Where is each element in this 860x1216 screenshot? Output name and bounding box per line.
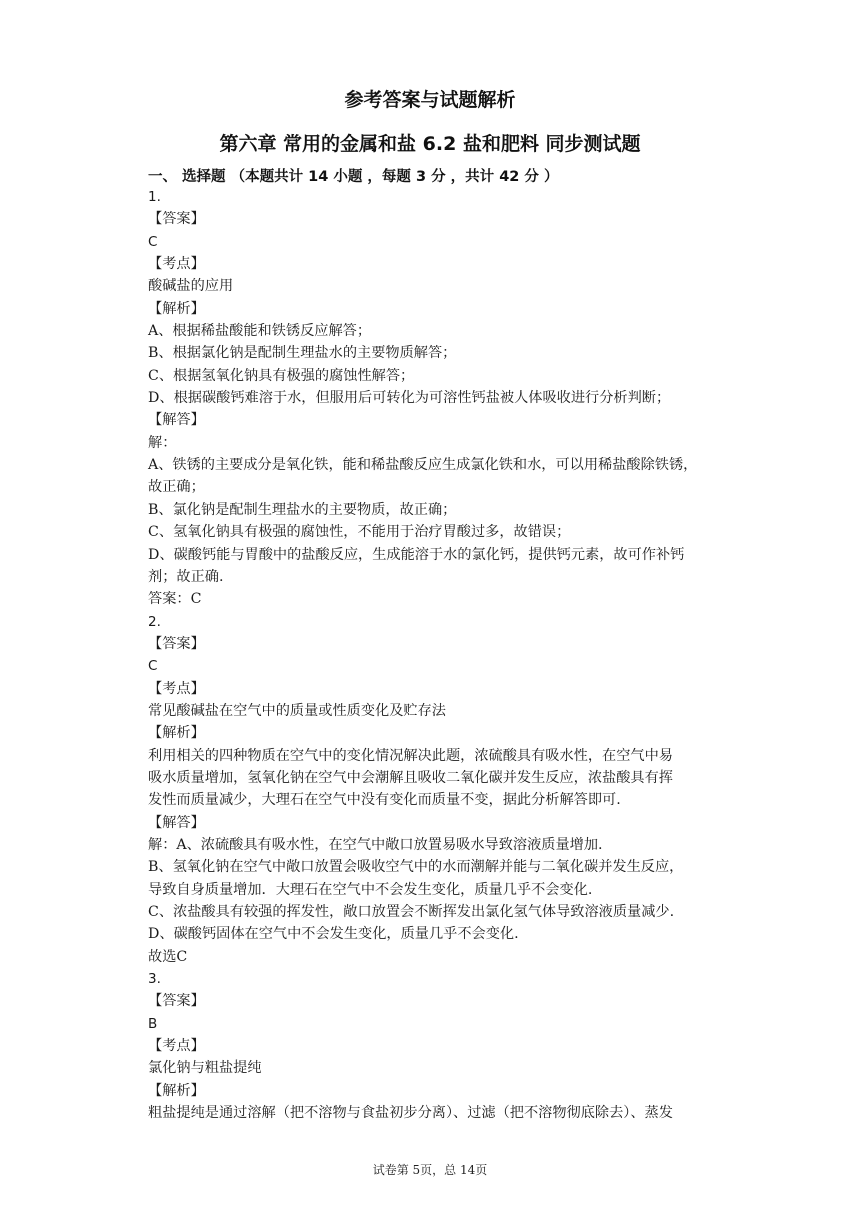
text-line: D、碳酸钙固体在空气中不会发生变化，质量几乎不会变化. — [148, 926, 519, 943]
section-heading: 一、 选择题 （本题共计 14 小题 ，每题 3 分 ，共计 42 分 ） — [148, 169, 559, 185]
text-line: B、根据氯化钠是配制生理盐水的主要物质解答； — [148, 345, 457, 362]
question-number: 1. — [148, 189, 161, 205]
text-line: 【解答】 — [148, 412, 205, 429]
text-line: 导致自身质量增加．大理石在空气中不会发生变化，质量几乎不会变化. — [148, 881, 593, 898]
text-line: 【考点】 — [148, 680, 205, 697]
text-line: 解： — [148, 434, 177, 451]
text-line: C、浓盐酸具有较强的挥发性，敞口放置会不断挥发出氯化氢气体导致溶液质量减少. — [148, 904, 675, 920]
answer-letter: B — [148, 1015, 158, 1032]
text-line: 答案：C — [148, 591, 202, 608]
text-line: 剂；故正确. — [148, 568, 224, 585]
text-line: A、根据稀盐酸能和铁锈反应解答； — [148, 323, 372, 340]
text-line: 酸碱盐的应用 — [148, 278, 234, 295]
text-line: 故选C — [148, 948, 188, 965]
question-number: 2. — [148, 613, 161, 630]
text-line: 【解析】 — [148, 300, 205, 317]
text-line: D、根据碳酸钙难溶于水，但服用后可转化为可溶性钙盐被人体吸收进行分析判断； — [148, 390, 671, 407]
text-line: 【考点】 — [148, 1038, 205, 1055]
text-line: 解：A、浓硫酸具有吸水性，在空气中敞口放置易吸水导致溶液质量增加. — [148, 836, 603, 853]
text-line: C、根据氢氧化钠具有极强的腐蚀性解答； — [148, 367, 415, 384]
text-line: 发性而质量减少，大理石在空气中没有变化而质量不变，据此分析解答即可. — [148, 792, 621, 809]
text-line: 粗盐提纯是通过溶解（把不溶物与食盐初步分离）、过滤（把不溶物彻底除去）、蒸发 — [148, 1105, 673, 1122]
answer-letter: C — [148, 658, 158, 675]
text-line: B、氯化钠是配制生理盐水的主要物质，故正确； — [148, 501, 457, 518]
answer-body — [148, 186, 748, 1124]
text-line: 氯化钠与粗盐提纯 — [148, 1060, 262, 1077]
text-line: 常见酸碱盐在空气中的质量或性质变化及贮存法 — [148, 702, 446, 719]
chapter-title: 第六章 常用的金属和盐 6.2 盐和肥料 同步测试题 — [219, 133, 641, 155]
text-line: 【解析】 — [148, 725, 205, 742]
question-number: 3. — [148, 971, 161, 988]
text-line: D、碳酸钙能与胃酸中的盐酸反应，生成能溶于水的氯化钙，提供钙元素，故可作补钙 — [148, 546, 685, 563]
text-line: 【答案】 — [148, 635, 205, 652]
text-line: B、氢氧化钠在空气中敞口放置会吸收空气中的水而潮解并能与二氧化碳并发生反应， — [148, 859, 684, 876]
text-line: C、氢氧化钠具有极强的腐蚀性，不能用于治疗胃酸过多，故错误； — [148, 524, 571, 541]
text-line: A、铁锈的主要成分是氧化铁，能和稀盐酸反应生成氯化铁和水，可以用稀盐酸除铁锈， — [148, 457, 698, 474]
page-footer: 试卷第 5页，总 14页 — [372, 1163, 488, 1177]
text-line: 【解答】 — [148, 814, 205, 831]
text-line: 【答案】 — [148, 211, 205, 228]
page-title: 参考答案与试题解析 — [344, 89, 516, 111]
text-line: 【答案】 — [148, 993, 205, 1010]
answer-letter: C — [148, 233, 158, 250]
text-line: 利用相关的四种物质在空气中的变化情况解决此题，浓硫酸具有吸水性，在空气中易 — [148, 747, 673, 764]
text-line: 【解析】 — [148, 1082, 205, 1099]
text-line: 故正确； — [148, 479, 205, 496]
text-line: 吸水质量增加，氢氧化钠在空气中会潮解且吸收二氧化碳并发生反应，浓盐酸具有挥 — [148, 769, 673, 786]
text-line: 【考点】 — [148, 256, 205, 273]
